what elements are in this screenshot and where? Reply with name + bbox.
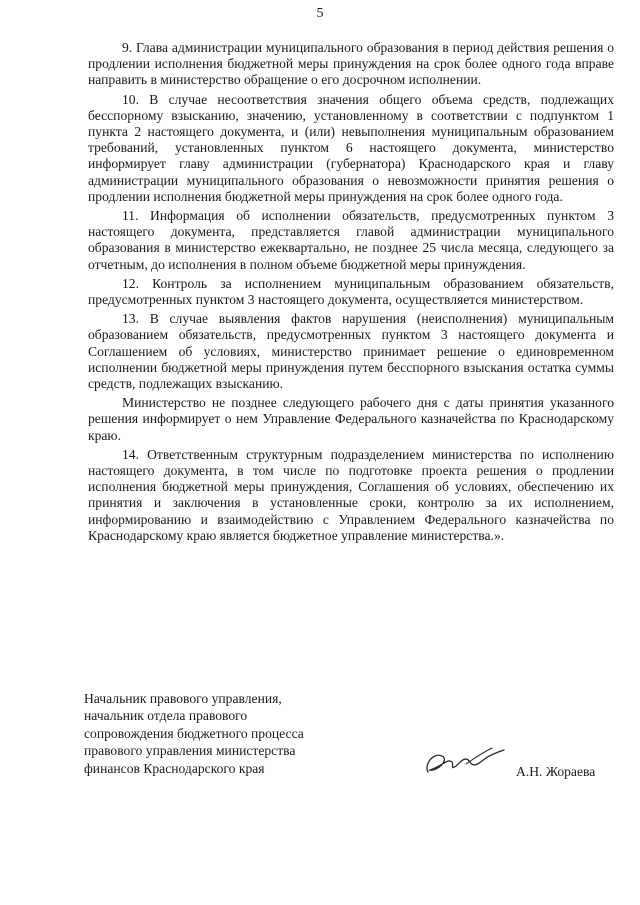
signer-name: А.Н. Жораева (516, 764, 596, 779)
paragraph-14: 14. Ответственным структурным подразделением министерства по исполнению настоящего документа, в том числе по подготовке проекта решения о продлении исполнения бюджетной меры принуждения, Соглашения об условиях, обеспечению их принятия и заключения в установленные сроки, контролю за их исполнением, информированию и взаимодействию с Управлением Федерального казначейства по Краснодарскому краю является бюджетное управление министерства.». (88, 446, 614, 543)
position-title-line: правового управления министерства (84, 743, 296, 759)
position-title-line: Начальник правового управления, (84, 691, 282, 706)
position-title-line: начальник отдела правового (84, 708, 248, 724)
position-title-line: сопровождения бюджетного процесса (84, 725, 304, 741)
handwritten-signature (422, 742, 506, 782)
paragraph-12: 12. Контроль за исполнением муниципальным образованием обязательств, предусмотренных пунктом 3 настоящего документа, осуществляется министерством. (88, 275, 614, 308)
signer-position-title (84, 690, 384, 777)
paragraph-13-notice: Министерство не позднее следующего рабочего дня с даты принятия указанного решения информирует о нем Управление Федерального казначейства по Краснодарскому краю. (88, 395, 614, 443)
position-title-line: финансов Краснодарского края (84, 760, 265, 776)
paragraph-11: 11. Информация об исполнении обязательств, предусмотренных пунктом 3 настоящего документа, представляется главой администрации муниципального образования в министерство ежеквартально, не позднее 25 числа месяца, следующего за отчетным, до исполнения в полном объеме бюджетной меры принуждения. (88, 208, 614, 272)
page-number: 5 (316, 6, 324, 21)
paragraph-9: 9. Глава администрации муниципального образования в период действия решения о продлении исполнения бюджетной меры принуждения на срок более одного года вправе направить в министерство обращение о его досрочном исполнении. (88, 40, 614, 88)
paragraph-10: 10. В случае несоответствия значения общего объема средств, подлежащих бесспорному взысканию, значению, установленному в соответствии с подпунктом 1 пункта 2 настоящего документа, и (или) невыполнения муниципальным образованием требований, установленных пунктом 6 настоящего документа, министерство информирует главу администрации (губернатора) Краснодарского края и главу администрации муниципального образования о невозможности принятия решения о продлении исполнения бюджетной меры принуждения на срок более одного года. (88, 91, 614, 204)
document-body (88, 40, 614, 547)
signature-block (84, 690, 624, 800)
paragraph-13: 13. В случае выявления фактов нарушения (неисполнения) муниципальным образованием обязательств, предусмотренных пунктом 3 настоящего документа и Соглашением об условиях, министерство принимает решение о единовременном исполнении бюджетной меры принуждения путем бесспорного взыскания остатка суммы средств, подлежащих взысканию. (88, 311, 614, 392)
